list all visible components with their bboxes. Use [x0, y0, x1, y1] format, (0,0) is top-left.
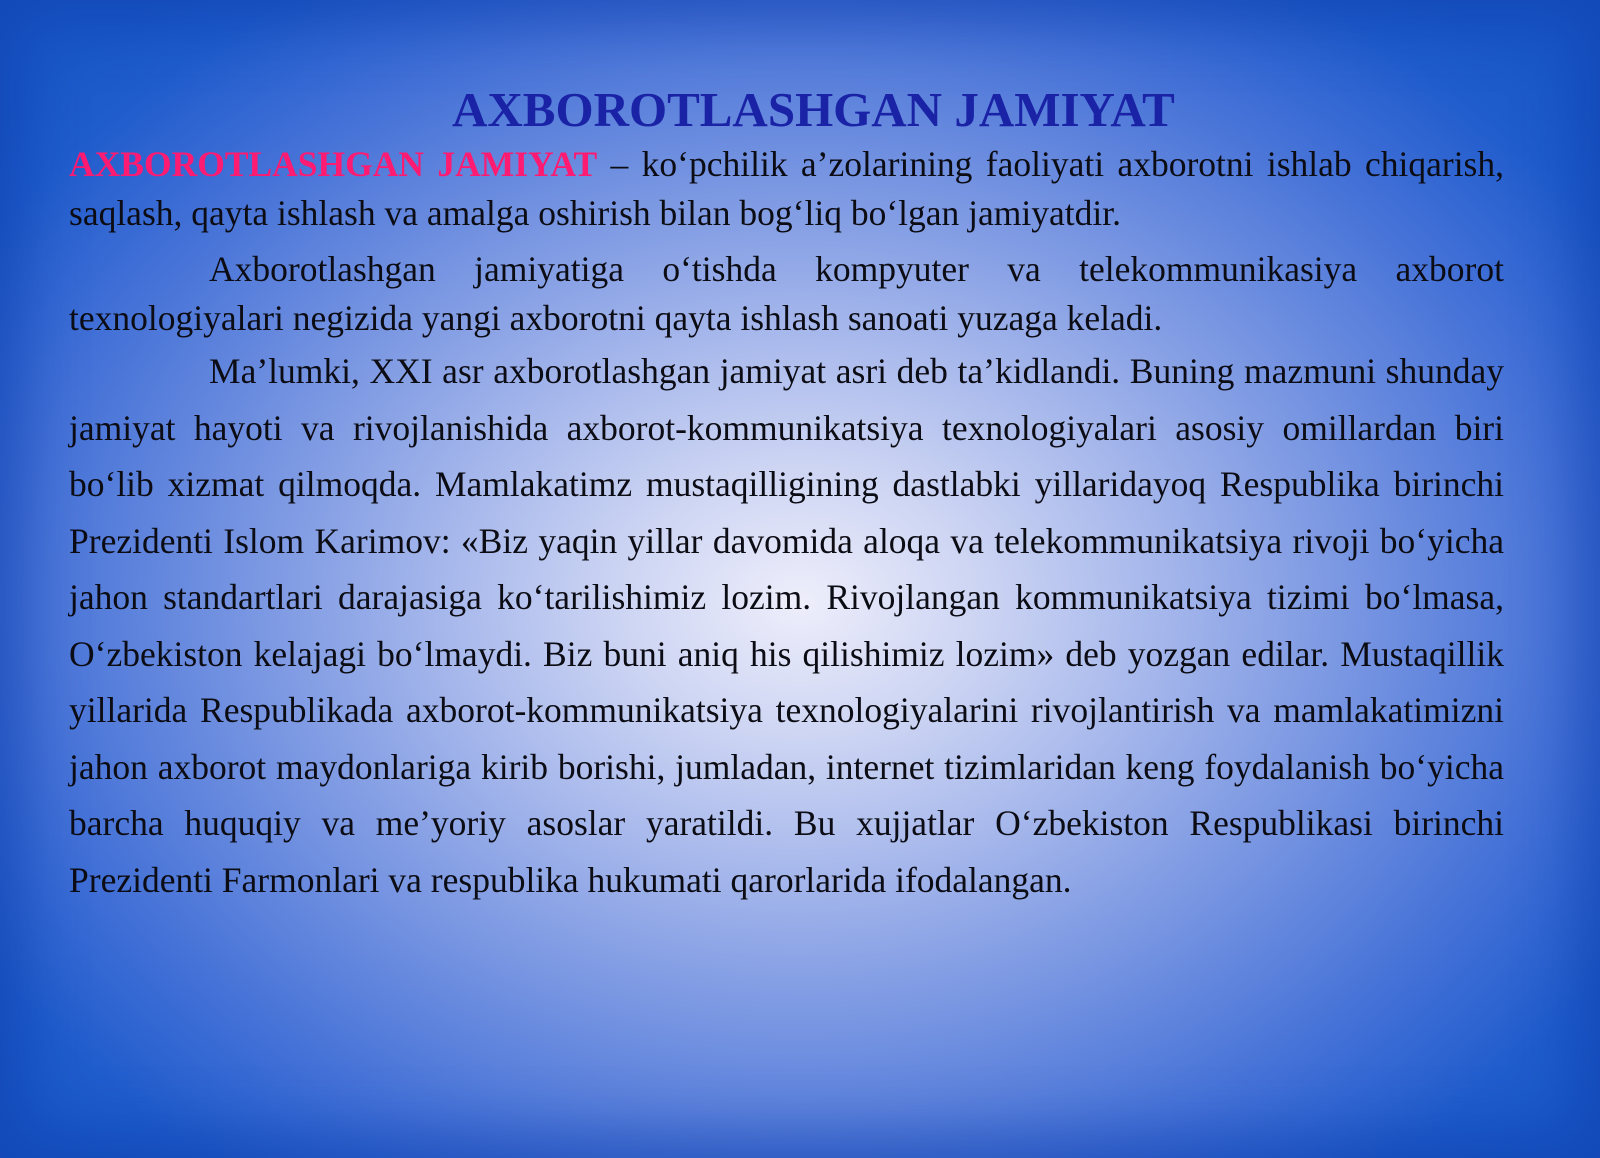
definition-term: AXBOROTLASHGAN JAMIYAT [69, 144, 598, 184]
paragraph-transition: Axborotlashgan jamiyatiga o‘tishda kompyuter va telekommunikasiya axborot texnologiyalari negizida yangi axborotni qayta ishlash sanoati yuzaga keladi. [69, 249, 1504, 338]
definition-text: – ko‘pchilik a’zolarining faoliyati axborotni ishlab chiqarish, saqlash, qayta ishlash va amalga oshirish bilan bog‘liq bo‘lgan jamiyatdir. [69, 144, 1504, 233]
slide-title: AXBOROTLASHGAN JAMIYAT [452, 82, 1175, 137]
slide-body [69, 140, 1504, 908]
definition-paragraph [69, 140, 1504, 238]
paragraph-21st-century: Ma’lumki, XXI asr axborotlashgan jamiyat asri deb ta’kidlandi. Buning mazmuni shunday jamiyat hayoti va rivojlanishida axborot-kommunikatsiya texnologiyalari asosiy omillardan biri bo‘lib xizmat qilmoqda. Mamlakatimz mustaqilligining dastlabki yillaridayoq Respublika birinchi Prezidenti Islom Karimov: «Biz yaqin yillar davomida aloqa va telekommunikatsiya rivoji bo‘yicha jahon standartlari darajasiga ko‘tarilishimiz lozim. Rivojlangan kommunikatsiya tizimi bo‘lmasa, O‘zbekiston kelajagi bo‘lmaydi. Biz buni aniq his qilishimiz lozim» deb yozgan edilar. Mustaqillik yillarida Respublikada axborot-kommunikatsiya texnologiyalarini rivojlantirish va mamlakatimizni jahon axborot maydonlariga kirib borishi, jumladan, internet tizimlaridan keng foydalanish bo‘yicha barcha huquqiy va me’yoriy asoslar yaratildi. Bu xujjatlar O‘zbekiston Respublikasi birinchi Prezidenti Farmonlari va respublika hukumati qarorlarida ifodalangan. [69, 351, 1504, 900]
